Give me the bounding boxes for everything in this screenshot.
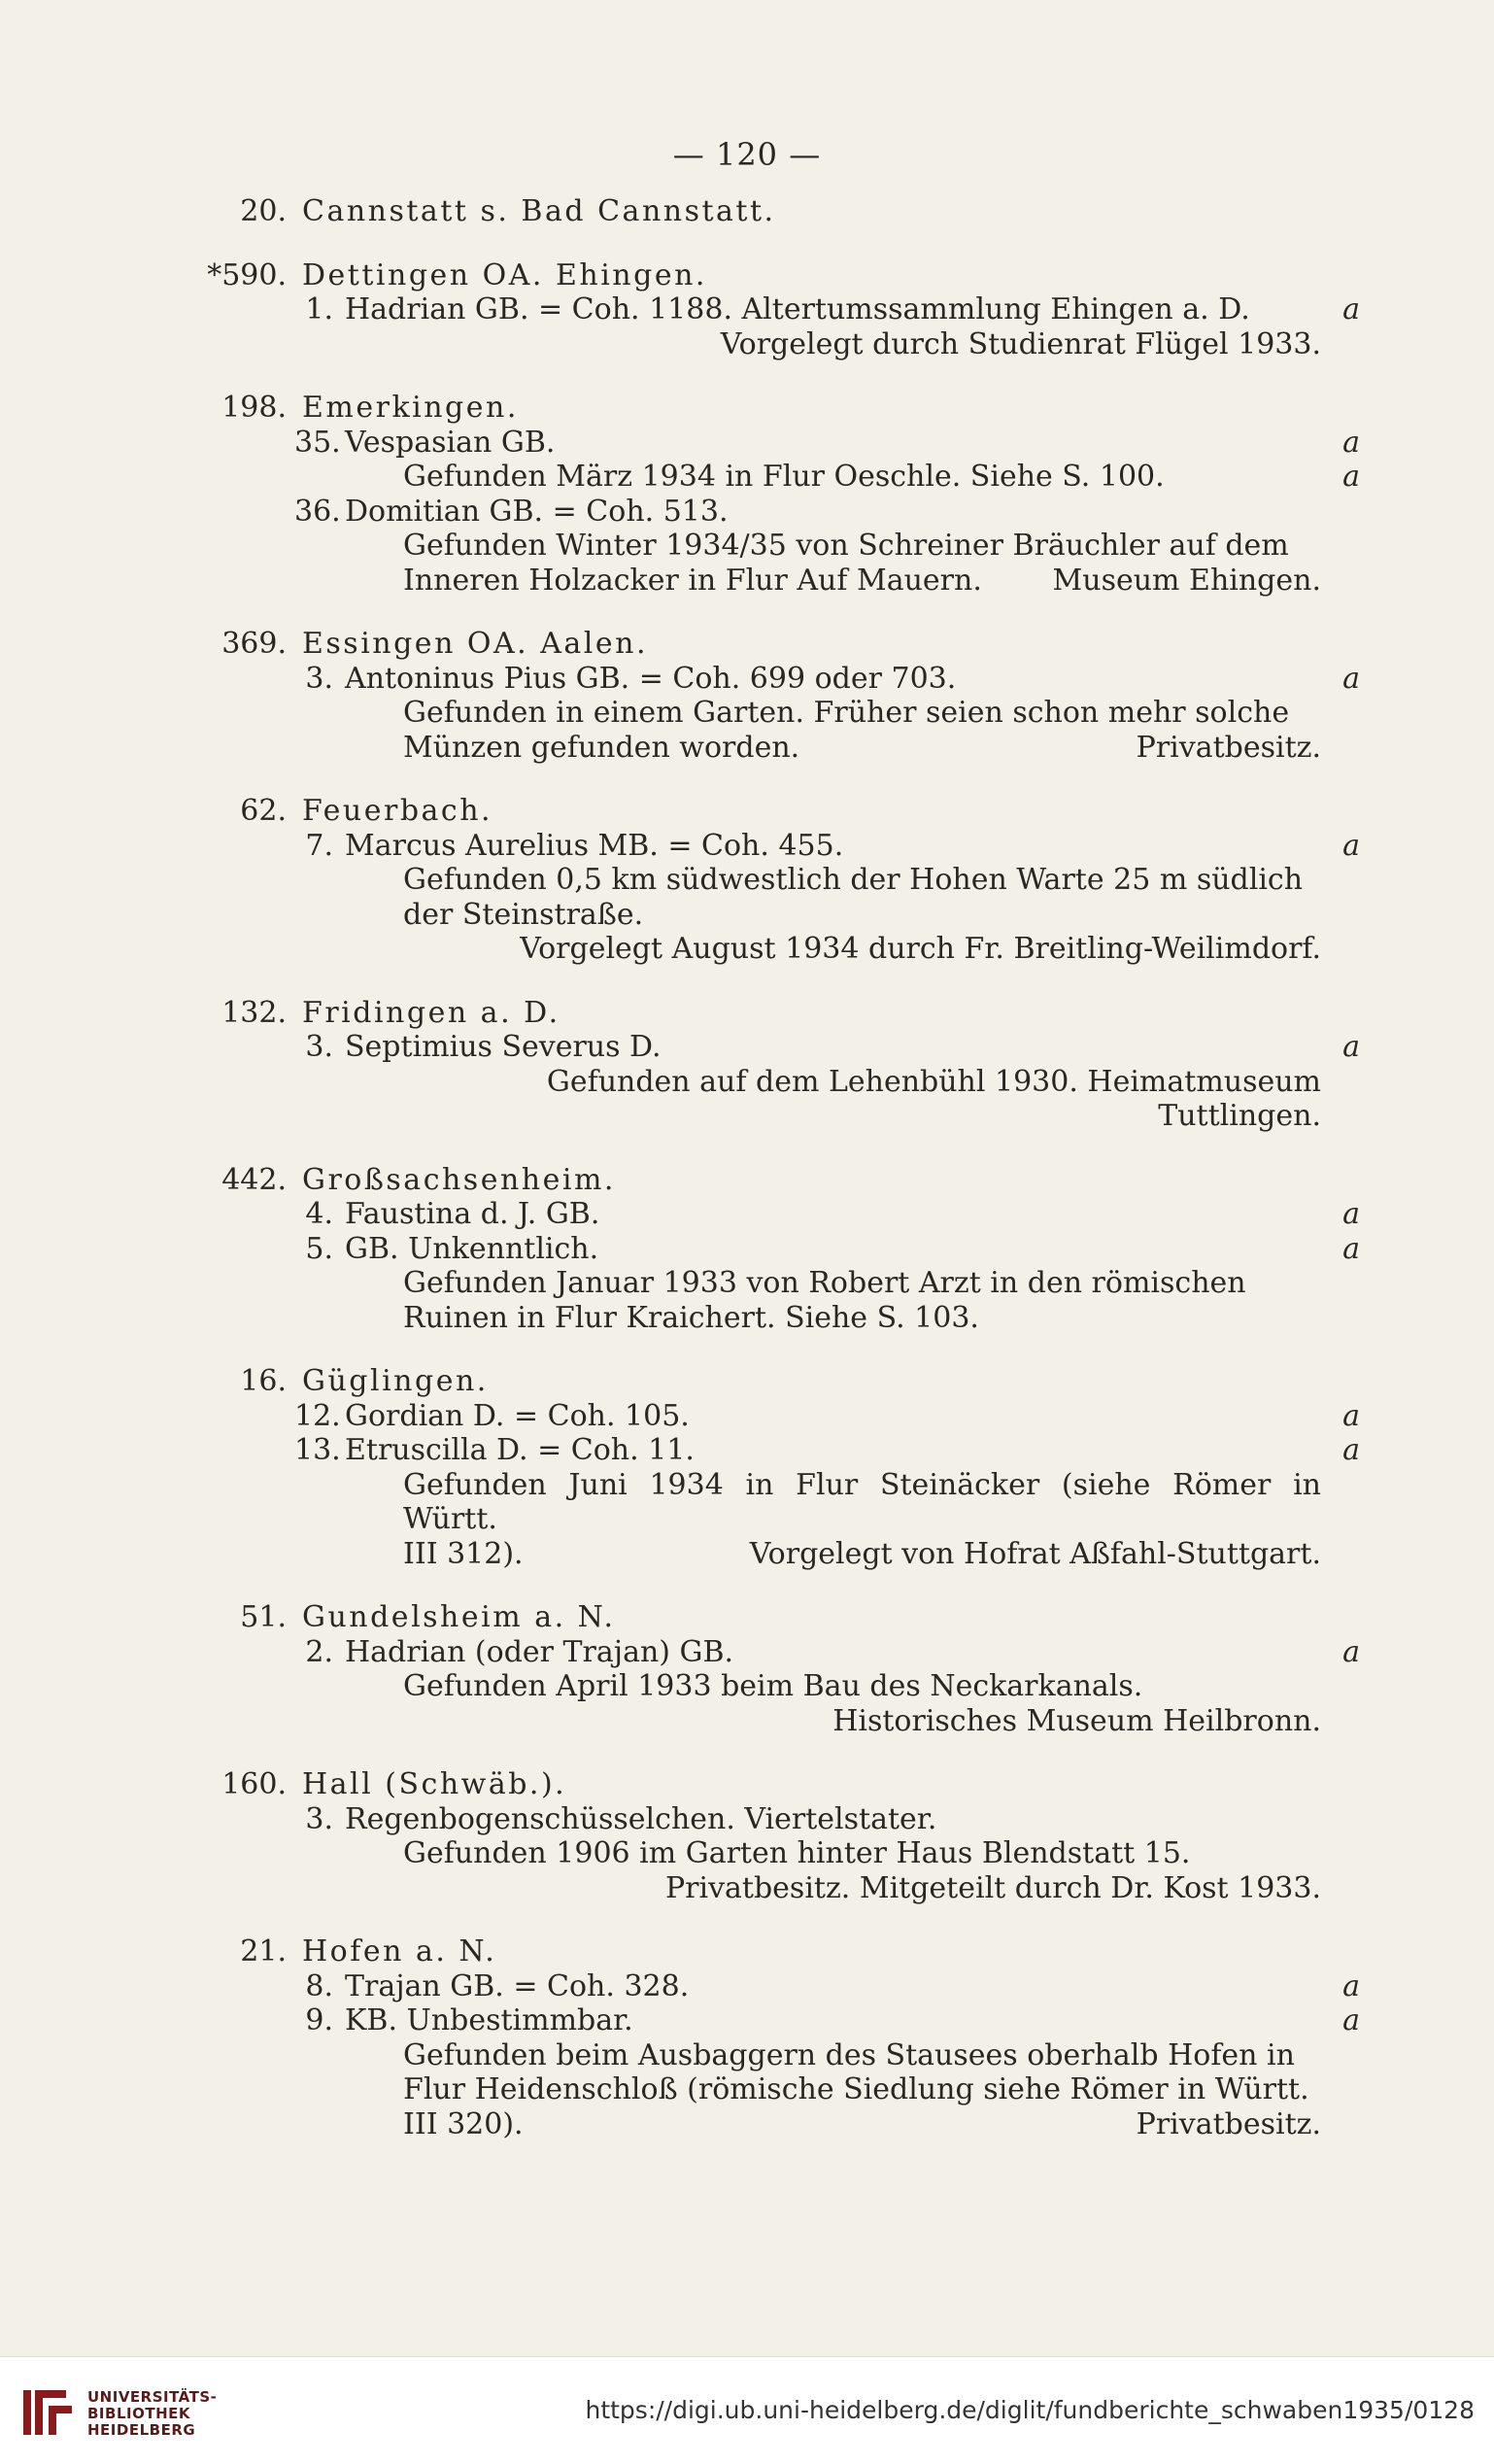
coin-item — [175, 1802, 1360, 1837]
find-note: Gefunden in einem Garten. Früher seien schon mehr solche — [403, 696, 1290, 730]
note-source: Museum Ehingen. — [1052, 563, 1321, 598]
site-number: 132. — [221, 995, 287, 1030]
find-note: Gefunden 0,5 km südwestlich der Hohen Warte 25 m südlich — [403, 863, 1304, 897]
find-note — [175, 460, 1360, 495]
site-name: Feuerbach. — [302, 794, 493, 828]
site-number: 198. — [221, 391, 287, 425]
coin-find-list — [175, 194, 1360, 2171]
item-number: 12. — [294, 1398, 341, 1433]
find-note: Vorgelegt August 1934 durch Fr. Breitling-Weilimdorf. — [520, 932, 1321, 966]
site-heading — [175, 1364, 1360, 1399]
site-entry — [175, 627, 1360, 765]
site-entry — [175, 1767, 1360, 1905]
find-note: Gefunden Juni 1934 in Flur Steinäcker (siehe Römer in Württ. — [403, 1467, 1321, 1536]
item-flag: a — [1342, 1197, 1360, 1231]
site-entry — [175, 194, 1360, 229]
site-name: Hall (Schwäb.). — [302, 1767, 567, 1801]
coin-item — [175, 662, 1360, 697]
coin-item — [175, 829, 1360, 864]
note-source: Vorgelegt von Hofrat Aßfahl-Stuttgart. — [749, 1536, 1321, 1571]
viewer-footer — [0, 2356, 1494, 2464]
coin-item — [175, 1433, 1360, 1468]
item-description: Vespasian GB. — [345, 425, 556, 460]
site-entry — [175, 1364, 1360, 1571]
site-entry — [175, 1600, 1360, 1738]
item-number: 13. — [294, 1433, 341, 1467]
item-flag: a — [1342, 1231, 1360, 1266]
item-number: 3. — [305, 1030, 333, 1064]
site-heading — [175, 391, 1360, 426]
site-heading — [175, 258, 1360, 293]
library-name: UNIVERSITÄTS- BIBLIOTHEK HEIDELBERG — [87, 2388, 218, 2439]
item-description: Domitian GB. = Coh. 513. — [345, 494, 729, 529]
item-description: Etruscilla D. = Coh. 11. — [345, 1433, 695, 1467]
item-number: 9. — [305, 2003, 333, 2037]
site-heading — [175, 1934, 1360, 1969]
item-flag: a — [1342, 460, 1360, 494]
site-name: Fridingen a. D. — [302, 995, 560, 1030]
site-entry — [175, 996, 1360, 1134]
coin-item — [175, 1030, 1360, 1065]
item-flag: a — [1342, 1433, 1360, 1467]
item-description: KB. Unbestimmbar. — [345, 2003, 633, 2037]
item-number: 4. — [305, 1197, 333, 1231]
find-note — [175, 2107, 1360, 2142]
item-number: 3. — [305, 1801, 333, 1836]
site-heading — [175, 794, 1360, 829]
item-number: 7. — [305, 828, 333, 863]
find-note: Gefunden Januar 1933 von Robert Arzt in den römischen — [403, 1266, 1246, 1300]
item-flag: a — [1342, 2003, 1360, 2037]
site-name: Großsachsenheim. — [302, 1162, 616, 1197]
site-heading — [175, 996, 1360, 1031]
find-note — [175, 731, 1360, 766]
site-number: 442. — [221, 1162, 287, 1197]
note-source: Privatbesitz. — [1136, 730, 1321, 765]
page-number: — 120 — — [672, 136, 822, 173]
item-flag: a — [1342, 828, 1360, 863]
site-entry — [175, 1163, 1360, 1336]
site-heading — [175, 1600, 1360, 1635]
item-number: 3. — [305, 661, 333, 696]
coin-item — [175, 495, 1360, 530]
university-library-logo-icon — [19, 2384, 76, 2441]
site-name: Gundelsheim a. N. — [302, 1600, 616, 1634]
site-number: 51. — [240, 1600, 287, 1634]
item-flag — [1321, 1802, 1360, 1837]
item-number: 36. — [294, 494, 341, 529]
find-note: der Steinstraße. — [403, 897, 644, 932]
coin-item — [175, 2003, 1360, 2038]
item-description: Hadrian GB. = Coh. 1188. Altertumssammlung Ehingen a. D. — [345, 292, 1250, 326]
site-name: Cannstatt s. Bad Cannstatt. — [302, 194, 776, 228]
site-entry — [175, 794, 1360, 967]
item-flag: a — [1342, 1398, 1360, 1433]
item-description: Trajan GB. = Coh. 328. — [345, 1968, 690, 2003]
coin-item — [175, 426, 1360, 461]
item-flag: a — [1342, 1968, 1360, 2003]
site-number: 160. — [221, 1767, 287, 1801]
item-description: Gordian D. = Coh. 105. — [345, 1398, 690, 1433]
item-description: Marcus Aurelius MB. = Coh. 455. — [345, 828, 844, 863]
find-note: Privatbesitz. Mitgeteilt durch Dr. Kost 1933. — [664, 1870, 1321, 1905]
note-text: III 320). — [403, 2106, 524, 2141]
site-number: 20. — [240, 194, 287, 228]
item-description: Septimius Severus D. — [345, 1030, 662, 1064]
find-note — [175, 1537, 1360, 1572]
note-text: Münzen gefunden worden. — [403, 730, 800, 765]
site-heading — [175, 1767, 1360, 1802]
item-flag: a — [1342, 1634, 1360, 1669]
site-heading — [175, 627, 1360, 662]
find-note: Vorgelegt durch Studienrat Flügel 1933. — [720, 326, 1321, 361]
item-flag: a — [1342, 425, 1360, 460]
find-note: Gefunden Winter 1934/35 von Schreiner Bräuchler auf dem — [403, 529, 1289, 563]
note-source: Privatbesitz. — [1136, 2106, 1321, 2141]
find-note: Gefunden April 1933 beim Bau des Neckarkanals. — [403, 1669, 1143, 1703]
find-note: Gefunden 1906 im Garten hinter Haus Blendstatt 15. — [403, 1836, 1191, 1870]
site-entry — [175, 391, 1360, 598]
coin-item — [175, 1232, 1360, 1267]
item-flag: a — [1342, 661, 1360, 696]
item-description: GB. Unkenntlich. — [345, 1231, 599, 1266]
item-description: Antoninus Pius GB. = Coh. 699 oder 703. — [345, 661, 957, 696]
item-flag — [1321, 495, 1360, 530]
site-name: Emerkingen. — [302, 391, 519, 425]
site-heading — [175, 1163, 1360, 1198]
note-text: Gefunden März 1934 in Flur Oeschle. Siehe S. 100. — [403, 460, 1165, 494]
item-description: Regenbogenschüsselchen. Viertelstater. — [345, 1801, 937, 1836]
site-name: Hofen a. N. — [302, 1934, 497, 1968]
site-entry — [175, 258, 1360, 362]
site-name: Dettingen OA. Ehingen. — [302, 257, 707, 292]
coin-item — [175, 1969, 1360, 2004]
item-number: 5. — [305, 1231, 333, 1266]
page-url[interactable]: https://digi.ub.uni-heidelberg.de/diglit/fundberichte_schwaben1935/0128 — [585, 2396, 1475, 2424]
coin-item — [175, 1399, 1360, 1434]
coin-item — [175, 1635, 1360, 1670]
coin-item — [175, 1197, 1360, 1232]
site-number: *590. — [207, 257, 287, 292]
site-entry — [175, 1934, 1360, 2141]
item-flag: a — [1342, 1030, 1360, 1064]
site-number: 21. — [240, 1934, 287, 1968]
site-number: 62. — [240, 794, 287, 828]
coin-item — [175, 292, 1360, 327]
item-number: 2. — [305, 1634, 333, 1669]
item-number: 35. — [294, 425, 341, 460]
item-description: Faustina d. J. GB. — [345, 1197, 600, 1231]
site-name: Essingen OA. Aalen. — [302, 627, 649, 661]
item-description: Hadrian (oder Trajan) GB. — [345, 1634, 734, 1669]
item-number: 1. — [305, 292, 333, 326]
site-name: Güglingen. — [302, 1364, 489, 1398]
site-number: 369. — [221, 627, 287, 661]
site-number: 16. — [240, 1364, 287, 1398]
note-text: III 312). — [403, 1536, 524, 1571]
item-flag: a — [1342, 292, 1360, 326]
find-note: Flur Heidenschloß (römische Siedlung siehe Römer in Württ. — [403, 2072, 1309, 2106]
find-note: Ruinen in Flur Kraichert. Siehe S. 103. — [403, 1300, 979, 1335]
find-note: Historisches Museum Heilbronn. — [832, 1703, 1321, 1738]
find-note — [175, 564, 1360, 599]
find-note: Gefunden beim Ausbaggern des Stausees oberhalb Hofen in — [403, 2037, 1295, 2072]
site-heading — [175, 194, 1360, 229]
find-note: Gefunden auf dem Lehenbühl 1930. Heimatmuseum Tuttlingen. — [546, 1064, 1321, 1133]
note-text: Inneren Holzacker in Flur Auf Mauern. — [403, 563, 982, 598]
item-number: 8. — [305, 1968, 333, 2003]
